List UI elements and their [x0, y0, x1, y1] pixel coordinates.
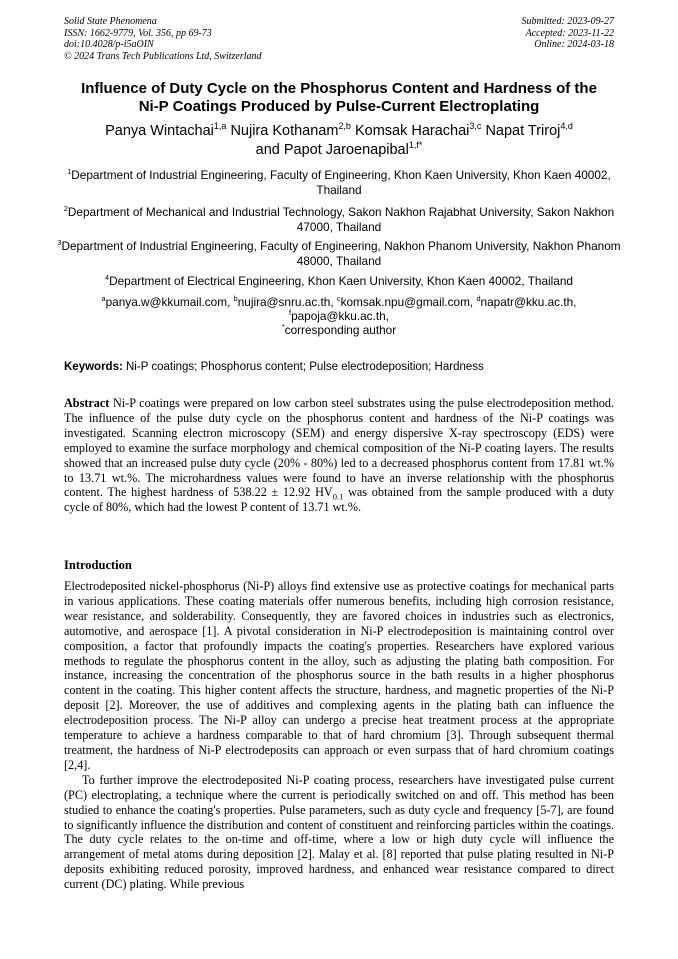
affiliation-text: Department of Industrial Engineering, Faculty of Engineering, Nakhon Phanom University, Nakhon Phanom 48000, Thailand: [61, 239, 621, 268]
journal-info: [64, 16, 262, 62]
abstract-text-end: was obtained from the sample produced with a duty cycle of 80%, which had the lowest P content of 13.71 wt.%.: [64, 485, 614, 515]
email-sup: f: [289, 308, 292, 318]
abstract-text: Ni-P coatings were prepared on low carbon steel substrates using the pulse electrodeposition method. The influence of the pulse duty cycle on the phosphorus content and hardness of the Ni-P coatings was investigated. Scanning electron microscopy (SEM) and energy dispersive X-ray spectroscopy (EDS) were employed to examine the surface morphology and chemical composition of the Ni-P coating layers. The results showed that an increased pulse duty cycle (20% - 80%) led to a decreased phosphorus content from 17.81 wt.% to 13.71 wt.%. The microhardness values were found to have an inverse relationship with the phosphorus content. The highest hardness of 538.22 ± 12.92 HV: [64, 396, 614, 500]
title-line-2: Ni-P Coatings Produced by Pulse-Current Electroplating: [138, 98, 540, 115]
date-accepted: Accepted: 2023-11-22: [525, 27, 614, 39]
corresponding-sup: *: [281, 322, 285, 332]
affiliation-text: Department of Industrial Engineering, Faculty of Engineering, Khon Kaen University, Khon Kaen 40002, Thailand: [71, 168, 611, 197]
affiliation-number: 4: [105, 273, 110, 283]
keywords-text: Ni-P coatings; Phosphorus content; Pulse electrodeposition; Hardness: [126, 361, 484, 373]
email-link[interactable]: komsak.npu@gmail.com,: [340, 295, 474, 309]
date-online: Online: 2024-03-18: [534, 39, 614, 50]
paper-title: [40, 80, 638, 116]
title-line-1: Influence of Duty Cycle on the Phosphorus Content and Hardness of the: [81, 80, 597, 97]
abstract-label: Abstract: [64, 396, 110, 410]
affiliation-4: [52, 274, 626, 289]
email-sup: a: [101, 294, 106, 304]
corresponding-author-note: [52, 323, 626, 337]
email-sup: d: [476, 294, 481, 304]
affiliation-number: 1: [67, 167, 72, 177]
section-heading-introduction: Introduction: [64, 558, 132, 572]
email-line-1: [52, 295, 626, 309]
affiliation-number: 3: [57, 238, 62, 248]
date-submitted: Submitted: 2023-09-27: [521, 16, 614, 27]
author-emails: [52, 295, 626, 337]
journal-doi[interactable]: doi:10.4028/p-i5aOIN: [64, 39, 154, 50]
affiliation-2: [52, 205, 626, 234]
email-sup: c: [336, 294, 341, 304]
journal-name: Solid State Phenomena: [64, 16, 157, 27]
affiliation-3: [52, 239, 626, 268]
affiliation-text: Department of Electrical Engineering, Khon Kaen University, Khon Kaen 40002, Thailand: [109, 274, 573, 288]
author-line-1: [40, 122, 638, 141]
corresponding-text: corresponding author: [284, 323, 397, 337]
abstract: [64, 396, 614, 515]
author-affil-sup: 2,b: [338, 121, 351, 132]
author-affil-sup: 1,a: [213, 121, 227, 132]
author-affil-sup: 1,f*: [408, 140, 423, 151]
author-list: [40, 122, 638, 160]
email-sup: b: [233, 294, 238, 304]
email-link[interactable]: papoja@kku.ac.th,: [291, 309, 389, 323]
keywords: [64, 360, 624, 374]
journal-copyright: © 2024 Trans Tech Publications Ltd, Switzerland: [64, 50, 262, 62]
email-link[interactable]: panya.w@kkumail.com,: [105, 295, 231, 309]
author-name: Napat Triroj: [485, 123, 561, 139]
journal-issn: ISSN: 1662-9779, Vol. 356, pp 69-73: [64, 27, 212, 39]
author-affil-sup: 3,c: [469, 121, 482, 132]
email-link[interactable]: napatr@kku.ac.th,: [480, 295, 577, 309]
author-affil-sup: 4,d: [560, 121, 573, 132]
introduction-body: [64, 579, 614, 892]
affiliation-text: Department of Mechanical and Industrial Technology, Sakon Nakhon Rajabhat University, Sakon Nakhon 47000, Thailand: [67, 205, 615, 234]
author-name: Panya Wintachai: [105, 123, 214, 139]
email-line-2: [52, 309, 626, 323]
publication-dates: [522, 16, 615, 51]
author-name: Nujira Kothanam: [230, 123, 339, 139]
author-name: Komsak Harachai: [354, 123, 470, 139]
abstract-hv-sub: 0.1: [332, 491, 344, 502]
author-name: Papot Jaroenapibal: [283, 142, 409, 158]
affiliation-1: [52, 168, 626, 197]
intro-paragraph-2: To further improve the electrodeposited Ni-P coating process, researchers have investigated pulse current (PC) electroplating, a technique where the current is periodically switched on and off. This method has been studied to enhance the coating's properties. Pulse parameters, such as duty cycle and frequency [5-7], are found to significantly influence the distribution and content of constituent and reinforcing particles within the coatings. The duty cycle relates to the on-time and off-time, where a low or high duty cycle will influence the arrangement of metal atoms during deposition [2]. Malay et al. [8] reported that pulse plating resulted in Ni-P deposits exhibiting reduced porosity, improved hardness, and enhanced wear resistance compared to direct current (DC) plating. While previous: [64, 772, 614, 892]
intro-paragraph-1: Electrodeposited nickel-phosphorus (Ni-P) alloys find extensive use as protective coatings for mechanical parts in various applications. These coating materials offer numerous benefits, including high corrosion resistance, wear resistance, and solderability. Consequently, they are favored choices in industries such as electronics, automotive, and aerospace [1]. A pivotal consideration in Ni-P electrodeposition is maintaining control over composition, a factor that profoundly impacts the coating's properties. Researchers have explored various methods to regulate the phosphorus content in the alloy, such as adjusting the plating bath composition. For instance, increasing the concentration of the phosphorus source in the bath results in a higher phosphorus content in the coating. This higher content affects the structure, hardness, and magnetic properties of the Ni-P deposit [2]. Moreover, the use of additives and complexing agents in the plating bath can influence the electrodeposition process. The Ni-P alloy can undergo a precise heat treatment process at the appropriate temperature to achieve a hardness comparable to that of hard chromium [3]. Through subsequent thermal treatment, the hardness of Ni-P electrodeposits can approach or even surpass that of hard chromium coatings [2,4].: [64, 579, 614, 772]
affiliation-number: 2: [63, 204, 68, 214]
author-conjunction: and: [255, 142, 280, 158]
author-line-2: [40, 141, 638, 160]
email-link[interactable]: nujira@snru.ac.th,: [237, 295, 334, 309]
keywords-label: Keywords:: [64, 361, 123, 373]
